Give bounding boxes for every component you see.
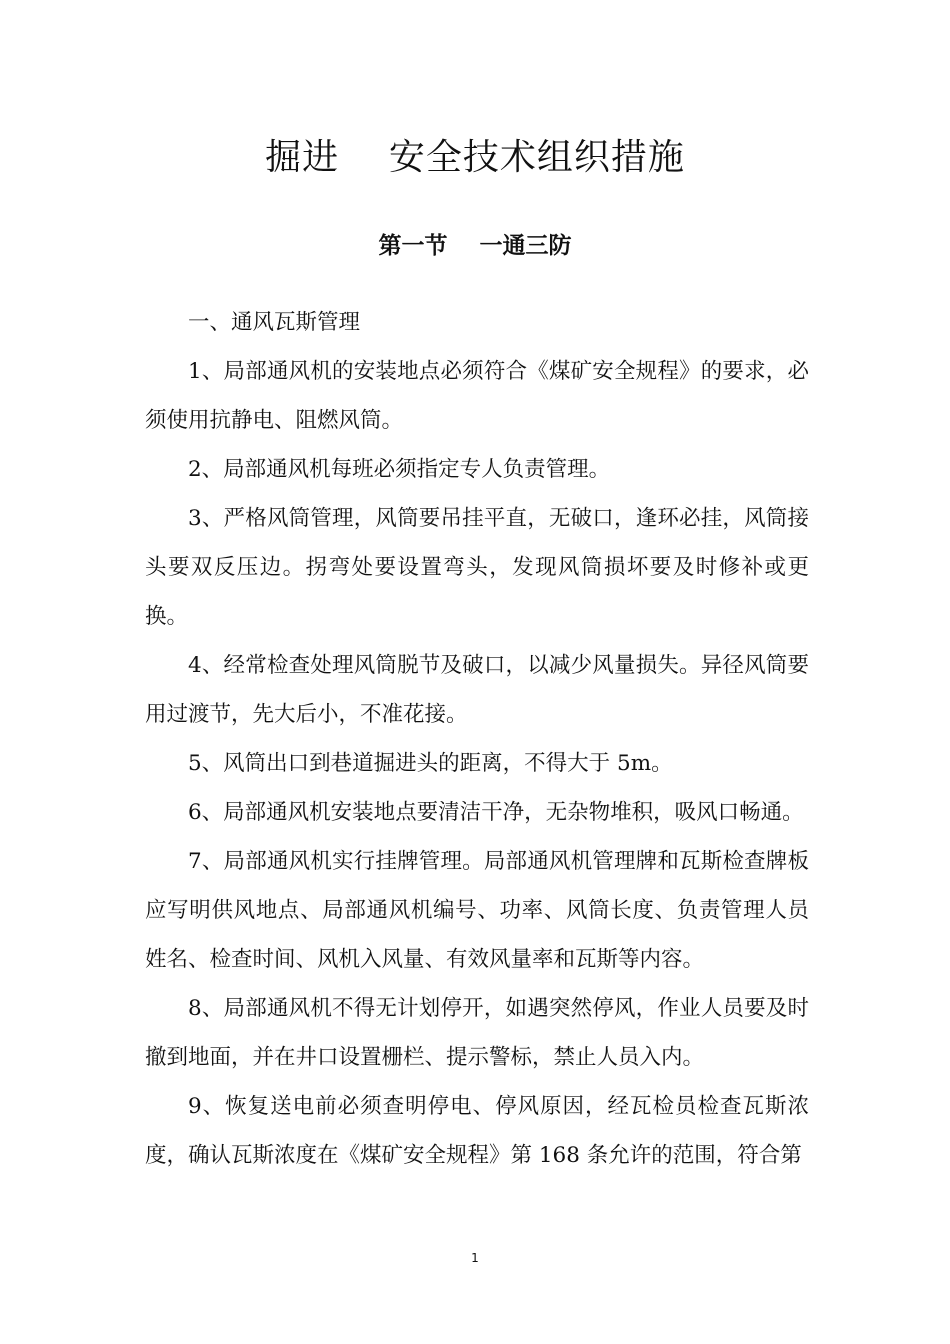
paragraph: 7、局部通风机实行挂牌管理。局部通风机管理牌和瓦斯检查牌板应写明供风地点、局部通风机编号、功率、风筒长度、负责管理人员姓名、检查时间、风机入风量、有效风量率和瓦斯等内容。 bbox=[145, 849, 809, 972]
paragraph: 3、严格风筒管理，风筒要吊挂平直，无破口，逢环必挂，风筒接头要双反压边。拐弯处要设置弯头，发现风筒损坏要及时修补或更换。 bbox=[145, 506, 809, 629]
document-body bbox=[145, 298, 809, 1180]
document-title: 掘进 安全技术组织措施 bbox=[265, 137, 685, 178]
paragraph: 1、局部通风机的安装地点必须符合《煤矿安全规程》的要求，必须使用抗静电、阻燃风筒。 bbox=[145, 359, 809, 433]
section-title: 第一节 一通三防 bbox=[378, 233, 572, 259]
paragraph: 9、恢复送电前必须查明停电、停风原因，经瓦检员检查瓦斯浓度，确认瓦斯浓度在《煤矿安全规程》第 168 条允许的范围，符合第 bbox=[145, 1094, 809, 1168]
paragraph: 5、风筒出口到巷道掘进头的距离，不得大于 5m。 bbox=[188, 751, 673, 776]
paragraph: 8、局部通风机不得无计划停开，如遇突然停风，作业人员要及时撤到地面，并在井口设置栅栏、提示警标，禁止人员入内。 bbox=[145, 996, 809, 1070]
paragraph: 4、经常检查处理风筒脱节及破口，以减少风量损失。异径风筒要用过渡节，先大后小，不准花接。 bbox=[145, 653, 809, 727]
paragraph: 2、局部通风机每班必须指定专人负责管理。 bbox=[188, 457, 611, 482]
subsection-heading: 一、通风瓦斯管理 bbox=[188, 310, 361, 335]
page-number: 1 bbox=[471, 1251, 479, 1265]
paragraph: 6、局部通风机安装地点要清洁干净，无杂物堆积，吸风口畅通。 bbox=[188, 800, 804, 825]
